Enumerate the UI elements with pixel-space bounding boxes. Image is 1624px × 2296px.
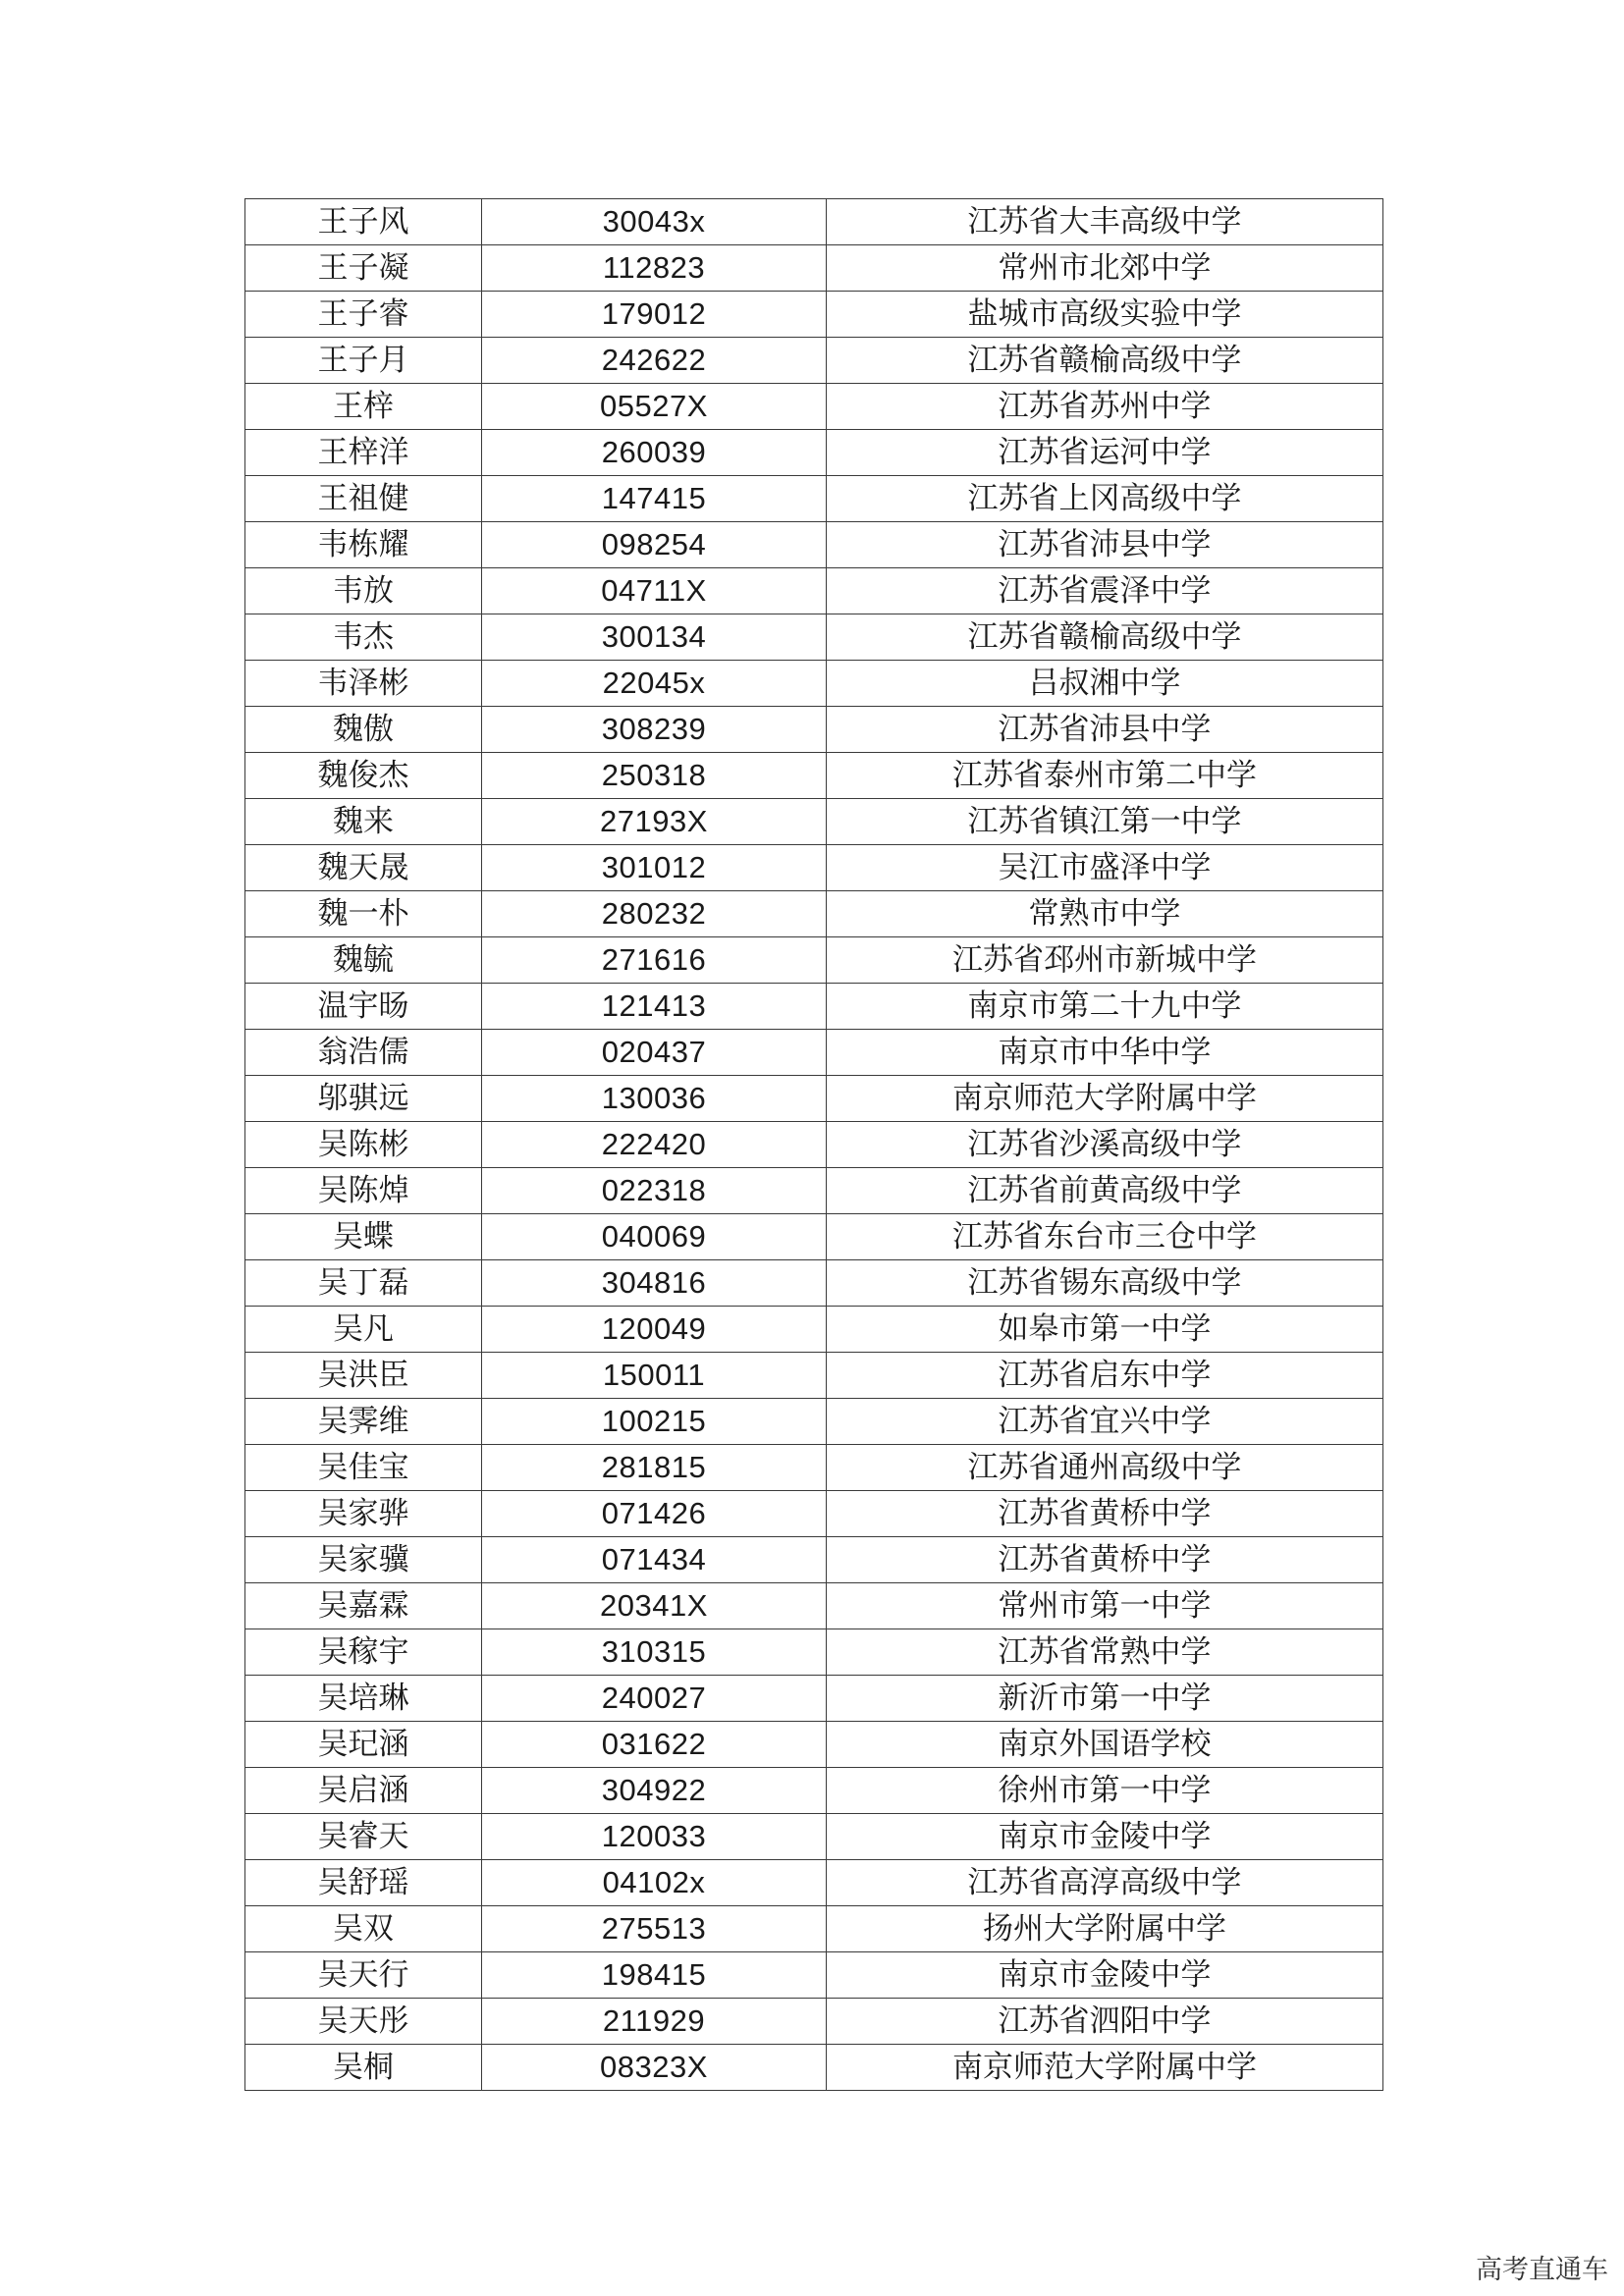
name-cell: 王子风	[245, 199, 482, 245]
school-cell: 新沂市第一中学	[827, 1676, 1383, 1722]
id-cell: 304922	[482, 1768, 827, 1814]
school-cell: 江苏省镇江第一中学	[827, 799, 1383, 845]
id-cell: 222420	[482, 1122, 827, 1168]
id-cell: 242622	[482, 338, 827, 384]
school-cell: 江苏省泗阳中学	[827, 1999, 1383, 2045]
id-cell: 100215	[482, 1399, 827, 1445]
id-cell: 022318	[482, 1168, 827, 1214]
table-row	[245, 661, 1383, 707]
id-cell: 304816	[482, 1260, 827, 1307]
school-cell: 吕叔湘中学	[827, 661, 1383, 707]
table-row	[245, 1676, 1383, 1722]
id-cell: 179012	[482, 292, 827, 338]
school-cell: 江苏省启东中学	[827, 1353, 1383, 1399]
school-cell: 江苏省黄桥中学	[827, 1537, 1383, 1583]
school-cell: 江苏省宜兴中学	[827, 1399, 1383, 1445]
school-cell: 南京市金陵中学	[827, 1952, 1383, 1999]
school-cell: 江苏省赣榆高级中学	[827, 614, 1383, 661]
table-row	[245, 1537, 1383, 1583]
name-cell: 邬骐远	[245, 1076, 482, 1122]
name-cell: 吴天行	[245, 1952, 482, 1999]
id-cell: 310315	[482, 1629, 827, 1676]
name-cell: 王梓洋	[245, 430, 482, 476]
table-row	[245, 245, 1383, 292]
name-cell: 吴家骅	[245, 1491, 482, 1537]
id-cell: 30043x	[482, 199, 827, 245]
school-cell: 南京市第二十九中学	[827, 984, 1383, 1030]
name-cell: 王梓	[245, 384, 482, 430]
id-cell: 198415	[482, 1952, 827, 1999]
table-row	[245, 1168, 1383, 1214]
name-cell: 吴陈焯	[245, 1168, 482, 1214]
school-cell: 江苏省黄桥中学	[827, 1491, 1383, 1537]
name-cell: 魏来	[245, 799, 482, 845]
table-row	[245, 292, 1383, 338]
school-cell: 南京市金陵中学	[827, 1814, 1383, 1860]
name-cell: 吴嘉霖	[245, 1583, 482, 1629]
table-row	[245, 2045, 1383, 2091]
name-cell: 吴蝶	[245, 1214, 482, 1260]
table-row	[245, 1307, 1383, 1353]
table-row	[245, 1999, 1383, 2045]
name-cell: 吴舒瑶	[245, 1860, 482, 1906]
school-cell: 江苏省泰州市第二中学	[827, 753, 1383, 799]
id-cell: 098254	[482, 522, 827, 568]
id-cell: 150011	[482, 1353, 827, 1399]
id-cell: 22045x	[482, 661, 827, 707]
id-cell: 031622	[482, 1722, 827, 1768]
name-cell: 韦泽彬	[245, 661, 482, 707]
name-cell: 吴家骥	[245, 1537, 482, 1583]
school-cell: 江苏省前黄高级中学	[827, 1168, 1383, 1214]
table-row	[245, 1860, 1383, 1906]
table-row	[245, 1722, 1383, 1768]
name-cell: 吴双	[245, 1906, 482, 1952]
table-row	[245, 1030, 1383, 1076]
school-cell: 江苏省运河中学	[827, 430, 1383, 476]
id-cell: 020437	[482, 1030, 827, 1076]
id-cell: 27193X	[482, 799, 827, 845]
school-cell: 徐州市第一中学	[827, 1768, 1383, 1814]
name-cell: 韦杰	[245, 614, 482, 661]
name-cell: 魏一朴	[245, 891, 482, 937]
roster-body	[245, 199, 1383, 2091]
name-cell: 吴桐	[245, 2045, 482, 2091]
id-cell: 300134	[482, 614, 827, 661]
table-row	[245, 845, 1383, 891]
id-cell: 120049	[482, 1307, 827, 1353]
school-cell: 常熟市中学	[827, 891, 1383, 937]
table-row	[245, 338, 1383, 384]
school-cell: 江苏省邳州市新城中学	[827, 937, 1383, 984]
table-row	[245, 1768, 1383, 1814]
id-cell: 20341X	[482, 1583, 827, 1629]
school-cell: 吴江市盛泽中学	[827, 845, 1383, 891]
name-cell: 吴凡	[245, 1307, 482, 1353]
table-row	[245, 1814, 1383, 1860]
name-cell: 魏俊杰	[245, 753, 482, 799]
table-row	[245, 1260, 1383, 1307]
id-cell: 147415	[482, 476, 827, 522]
name-cell: 王子月	[245, 338, 482, 384]
school-cell: 江苏省苏州中学	[827, 384, 1383, 430]
name-cell: 吴陈彬	[245, 1122, 482, 1168]
name-cell: 吴洪臣	[245, 1353, 482, 1399]
name-cell: 翁浩儒	[245, 1030, 482, 1076]
id-cell: 040069	[482, 1214, 827, 1260]
table-row	[245, 753, 1383, 799]
school-cell: 南京外国语学校	[827, 1722, 1383, 1768]
school-cell: 南京师范大学附属中学	[827, 2045, 1383, 2091]
table-row	[245, 1952, 1383, 1999]
id-cell: 05527X	[482, 384, 827, 430]
school-cell: 江苏省震泽中学	[827, 568, 1383, 614]
id-cell: 120033	[482, 1814, 827, 1860]
table-row	[245, 199, 1383, 245]
id-cell: 281815	[482, 1445, 827, 1491]
table-row	[245, 384, 1383, 430]
school-cell: 常州市第一中学	[827, 1583, 1383, 1629]
table-row	[245, 522, 1383, 568]
name-cell: 吴霁维	[245, 1399, 482, 1445]
school-cell: 南京师范大学附属中学	[827, 1076, 1383, 1122]
table-row	[245, 476, 1383, 522]
name-cell: 王子睿	[245, 292, 482, 338]
name-cell: 吴睿天	[245, 1814, 482, 1860]
school-cell: 江苏省沛县中学	[827, 707, 1383, 753]
name-cell: 魏傲	[245, 707, 482, 753]
school-cell: 江苏省通州高级中学	[827, 1445, 1383, 1491]
name-cell: 吴丁磊	[245, 1260, 482, 1307]
table-row	[245, 707, 1383, 753]
table-row	[245, 984, 1383, 1030]
id-cell: 130036	[482, 1076, 827, 1122]
school-cell: 江苏省常熟中学	[827, 1629, 1383, 1676]
school-cell: 扬州大学附属中学	[827, 1906, 1383, 1952]
school-cell: 江苏省锡东高级中学	[827, 1260, 1383, 1307]
name-cell: 吴天彤	[245, 1999, 482, 2045]
name-cell: 吴玘涵	[245, 1722, 482, 1768]
id-cell: 08323X	[482, 2045, 827, 2091]
id-cell: 271616	[482, 937, 827, 984]
id-cell: 280232	[482, 891, 827, 937]
table-row	[245, 614, 1383, 661]
id-cell: 250318	[482, 753, 827, 799]
watermark-text: 高考直通车	[1476, 2255, 1608, 2285]
id-cell: 240027	[482, 1676, 827, 1722]
id-cell: 260039	[482, 430, 827, 476]
table-row	[245, 1076, 1383, 1122]
table-row	[245, 1583, 1383, 1629]
id-cell: 071434	[482, 1537, 827, 1583]
name-cell: 王祖健	[245, 476, 482, 522]
id-cell: 04711X	[482, 568, 827, 614]
school-cell: 如皋市第一中学	[827, 1307, 1383, 1353]
table-row	[245, 1353, 1383, 1399]
table-row	[245, 1214, 1383, 1260]
school-cell: 江苏省大丰高级中学	[827, 199, 1383, 245]
id-cell: 301012	[482, 845, 827, 891]
name-cell: 王子凝	[245, 245, 482, 292]
id-cell: 211929	[482, 1999, 827, 2045]
school-cell: 江苏省赣榆高级中学	[827, 338, 1383, 384]
school-cell: 江苏省高淳高级中学	[827, 1860, 1383, 1906]
table-row	[245, 1906, 1383, 1952]
table-row	[245, 891, 1383, 937]
name-cell: 吴启涵	[245, 1768, 482, 1814]
name-cell: 魏天晟	[245, 845, 482, 891]
table-row	[245, 799, 1383, 845]
id-cell: 112823	[482, 245, 827, 292]
table-row	[245, 937, 1383, 984]
name-cell: 吴稼宇	[245, 1629, 482, 1676]
name-cell: 温宇旸	[245, 984, 482, 1030]
table-row	[245, 1445, 1383, 1491]
name-cell: 韦栋耀	[245, 522, 482, 568]
name-cell: 魏毓	[245, 937, 482, 984]
id-cell: 121413	[482, 984, 827, 1030]
id-cell: 04102x	[482, 1860, 827, 1906]
name-cell: 吴培琳	[245, 1676, 482, 1722]
school-cell: 江苏省上冈高级中学	[827, 476, 1383, 522]
table-row	[245, 1122, 1383, 1168]
table-row	[245, 1629, 1383, 1676]
school-cell: 江苏省沙溪高级中学	[827, 1122, 1383, 1168]
id-cell: 308239	[482, 707, 827, 753]
roster-table	[244, 198, 1383, 2091]
name-cell: 吴佳宝	[245, 1445, 482, 1491]
school-cell: 江苏省东台市三仓中学	[827, 1214, 1383, 1260]
table-row	[245, 1491, 1383, 1537]
table-row	[245, 430, 1383, 476]
id-cell: 071426	[482, 1491, 827, 1537]
school-cell: 常州市北郊中学	[827, 245, 1383, 292]
name-cell: 韦放	[245, 568, 482, 614]
school-cell: 江苏省沛县中学	[827, 522, 1383, 568]
table-row	[245, 568, 1383, 614]
school-cell: 盐城市高级实验中学	[827, 292, 1383, 338]
id-cell: 275513	[482, 1906, 827, 1952]
table-row	[245, 1399, 1383, 1445]
school-cell: 南京市中华中学	[827, 1030, 1383, 1076]
